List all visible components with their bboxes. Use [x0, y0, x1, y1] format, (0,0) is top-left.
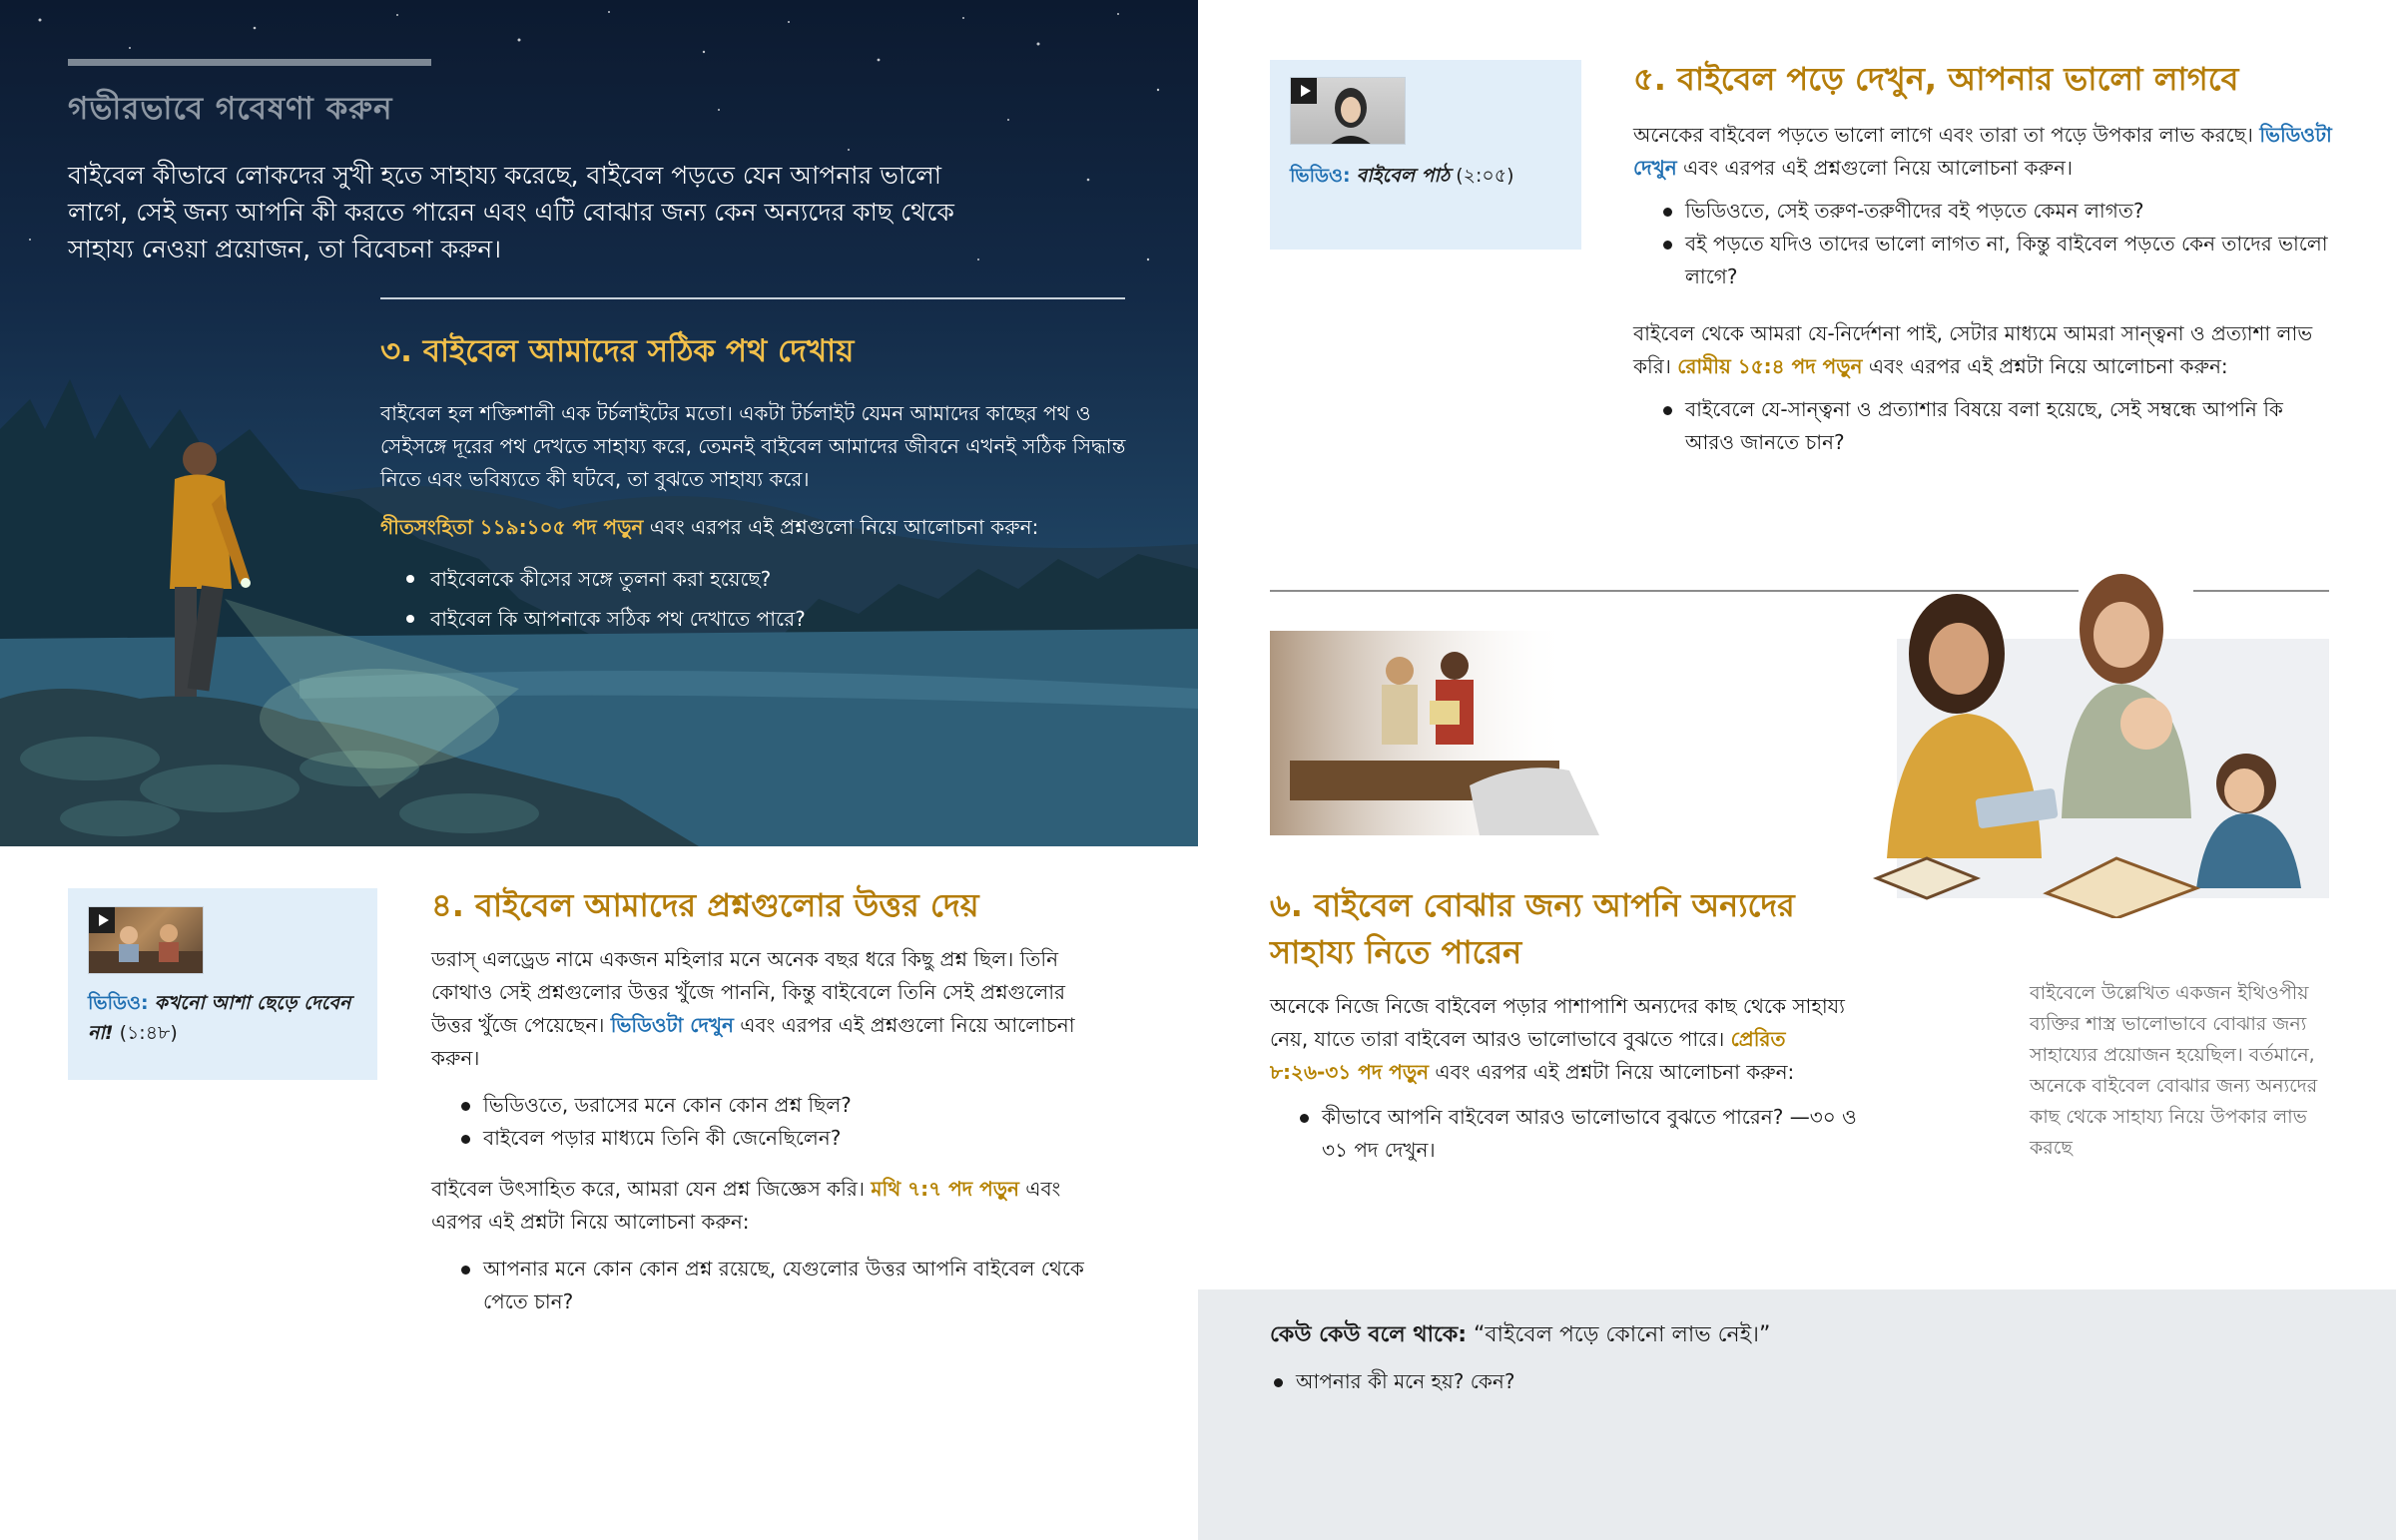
night-scene-panel	[0, 0, 1198, 846]
section4-body-after: এবং এরপর এই প্রশ্নগুলো নিয়ে আলোচনা করুন।	[431, 1013, 1075, 1070]
section5	[1633, 56, 2332, 483]
video-title[interactable]: কখনো আশা ছেড়ে দেবেন না!	[88, 992, 351, 1044]
section-title: গভীরভাবে গবেষণা করুন	[68, 91, 393, 127]
list-item: বই পড়তে যদিও তাদের ভালো লাগত না, কিন্তু বাইবেল পড়তে কেন তাদের ভালো লাগে?	[1659, 228, 2332, 293]
section4-questions2	[457, 1253, 1110, 1318]
section4	[431, 882, 1110, 1336]
section5-scripture-link[interactable]: রোমীয় ১৫:৪ পদ পড়ুন	[1677, 354, 1863, 378]
section4-scripture-link[interactable]: মথি ৭:৭ পদ পড়ুন	[871, 1177, 1019, 1201]
section6-body-text: অনেকে নিজে নিজে বাইবেল পড়ার পাশাপাশি অন্যদের কাছ থেকে সাহায্য নেয়, যাতে তারা বাইবেল আরও ভালোভাবে বুঝতে পারে।	[1270, 994, 1845, 1051]
list-item: ভিডিওতে, ডরাসের মনে কোন কোন প্রশ্ন ছিল?	[457, 1089, 1110, 1122]
play-icon[interactable]	[1291, 78, 1317, 104]
section6-heading: ৬. বাইবেল বোঝার জন্য আপনি অন্যদের সাহায্য নিতে পারেন	[1270, 886, 1795, 971]
some-people-say-box	[1198, 1289, 2396, 1540]
section3-scripture-link[interactable]: গীতসংহিতা ১১৯:১০৫ পদ পড়ুন	[380, 515, 644, 539]
section3-questions	[404, 559, 806, 639]
section3-read-line	[380, 513, 1038, 546]
section4-body-text: ডরাস্‌ এলড্রেড নামে একজন মহিলার মনে অনেক বছর ধরে কিছু প্রশ্ন ছিল। তিনি কোথাও সেই প্রশ্নগুলোর উত্তর খুঁজে পাননি, কিন্তু বাইবেলে তিনি সেই প্রশ্নগুলোর উত্তর খুঁজে পেয়েছেন।	[431, 947, 1066, 1037]
list-item: বাইবেল কি আপনাকে সঠিক পথ দেখাতে পারে?	[404, 599, 806, 639]
divider	[380, 297, 1125, 299]
video-title[interactable]: বাইবেল পাঠ	[1356, 165, 1451, 187]
video-thumbnail[interactable]	[1290, 77, 1406, 145]
section4-body2-text: বাইবেল উৎসাহিত করে, আমরা যেন প্রশ্ন জিজ্ঞেস করি।	[431, 1177, 866, 1201]
list-item: বাইবেলকে কীসের সঙ্গে তুলনা করা হয়েছে?	[404, 559, 806, 599]
list-item: আপনার কী মনে হয়? কেন?	[1270, 1365, 1514, 1398]
section6-scripture-link[interactable]: প্রেরিত ৮:২৬-৩১ পদ পড়ুন	[1270, 1027, 1786, 1084]
section5-body	[1633, 119, 2332, 185]
video-box-section5[interactable]	[1270, 60, 1581, 250]
section6-body	[1270, 990, 1869, 1089]
video-label: ভিডিও:	[88, 992, 149, 1014]
section6	[1270, 882, 1869, 1167]
title-rule	[68, 59, 431, 66]
intro-text: বাইবেল কীভাবে লোকদের সুখী হতে সাহায্য করেছে, বাইবেল পড়তে যেন আপনার ভালো লাগে, সেই জন্য আপনি কী করতে পারেন এবং এটি বোঝার জন্য কেন অন্যদের কাছ থেকে সাহায্য নেওয়া প্রয়োজন, তা বিবেচনা করুন।	[68, 161, 954, 263]
watch-video-link[interactable]: ভিডিওটা দেখুন	[1633, 123, 2332, 180]
section5-body-text: অনেকের বাইবেল পড়তে ভালো লাগে এবং তারা তা পড়ে উপকার লাভ করছে।	[1633, 123, 2253, 147]
video-caption	[1290, 161, 1569, 191]
section6-read-rest: এবং এরপর এই প্রশ্নটা নিয়ে আলোচনা করুন:	[1429, 1060, 1795, 1084]
section3-read-rest: এবং এরপর এই প্রশ্নগুলো নিয়ে আলোচনা করুন:	[643, 515, 1039, 539]
ethiopian-chariot-illustration	[1270, 611, 1599, 835]
video-thumbnail[interactable]	[88, 906, 204, 974]
list-item: বাইবেলে যে-সান্ত্বনা ও প্রত্যাশার বিষয়ে বলা হয়েছে, সেই সম্বন্ধে আপনি কি আরও জানতে চান?	[1659, 393, 2332, 459]
say-label: কেউ কেউ বলে থাকে:	[1270, 1322, 1468, 1347]
section3-body: বাইবেল হল শক্তিশালী এক টর্চলাইটের মতো। একটা টর্চলাইট যেমন আমাদের কাছের পথ ও সেইসঙ্গে দূরের পথ দেখতে সাহায্য করে, তেমনই বাইবেল আমাদের জীবনে এখনই সঠিক সিদ্ধান্ত নিতে এবং ভবিষ্যতে কী ঘটবে, তা বুঝতে সাহায্য করে।	[380, 401, 1126, 491]
section4-heading: ৪. বাইবেল আমাদের প্রশ্নগুলোর উত্তর দেয়	[431, 886, 979, 924]
video-duration: (২:০৫)	[1456, 165, 1514, 187]
section4-body2	[431, 1173, 1110, 1239]
watch-video-link[interactable]: ভিডিওটা দেখুন	[610, 1013, 734, 1037]
section5-read-rest: এবং এরপর এই প্রশ্নটা নিয়ে আলোচনা করুন:	[1862, 354, 2228, 378]
video-duration: (১:৪৮)	[119, 1022, 178, 1044]
section5-questions2	[1659, 393, 2332, 459]
video-caption	[88, 988, 357, 1048]
section4-questions	[457, 1089, 1110, 1155]
say-questions	[1270, 1365, 1514, 1398]
illustration-caption: বাইবেলে উল্লেখিত একজন ইথিওপীয় ব্যক্তির শাস্ত্র ভালোভাবে বোঝার জন্য সাহায্যের প্রয়োজন হয়েছিল। বর্তমানে, অনেকে বাইবেল বোঝার জন্য অন্যদের কাছ থেকে সাহায্য নিয়ে উপকার লাভ করছে	[2030, 982, 2318, 1159]
section5-body2-text: বাইবেল থেকে আমরা যে-নির্দেশনা পাই, সেটার মাধ্যমে আমরা সান্ত্বনা ও প্রত্যাশা লাভ করি।	[1633, 321, 2313, 378]
say-quote: “বাইবেল পড়ে কোনো লাভ নেই।”	[1467, 1322, 1771, 1347]
section5-body2	[1633, 317, 2332, 383]
section6-questions	[1296, 1101, 1869, 1167]
section5-questions	[1659, 195, 2332, 293]
list-item: বাইবেল পড়ার মাধ্যমে তিনি কী জেনেছিলেন?	[457, 1122, 1110, 1155]
section4-read-rest: এবং এরপর এই প্রশ্নটা নিয়ে আলোচনা করুন:	[431, 1177, 1061, 1234]
section5-body-after: এবং এরপর এই প্রশ্নগুলো নিয়ে আলোচনা করুন।	[1676, 156, 2074, 180]
list-item: ভিডিওতে, সেই তরুণ-তরুণীদের বই পড়তে কেমন লাগত?	[1659, 195, 2332, 228]
say-line	[1270, 1317, 1770, 1354]
video-box-section4[interactable]	[68, 888, 377, 1080]
play-icon[interactable]	[89, 907, 115, 933]
section3-heading: ৩. বাইবেল আমাদের সঠিক পথ দেখায়	[380, 333, 855, 369]
mother-helping-children-read-illustration	[1817, 559, 2329, 918]
video-label: ভিডিও:	[1290, 165, 1351, 187]
section4-body	[431, 943, 1110, 1075]
section5-heading: ৫. বাইবেল পড়ে দেখুন, আপনার ভালো লাগবে	[1633, 60, 2239, 98]
list-item: কীভাবে আপনি বাইবেল আরও ভালোভাবে বুঝতে পারেন? —৩০ ও ৩১ পদ দেখুন।	[1296, 1101, 1869, 1167]
list-item: আপনার মনে কোন কোন প্রশ্ন রয়েছে, যেগুলোর উত্তর আপনি বাইবেল থেকে পেতে চান?	[457, 1253, 1110, 1318]
